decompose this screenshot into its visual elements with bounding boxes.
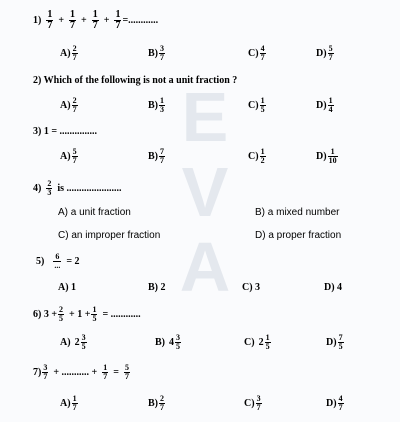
fraction: $\frac{1}{7}$: [47, 9, 53, 31]
fraction: $\frac{3}{7}$: [160, 44, 164, 62]
fraction: $\frac{1}{7}$: [72, 394, 77, 412]
option-b[interactable]: B) $\frac{1}{3}$: [148, 96, 164, 114]
option-a[interactable]: A) $\frac{5}{7}$: [60, 147, 77, 165]
fraction: $\frac{5}{7}$: [72, 147, 77, 165]
option-c[interactable]: C) $\frac{3}{7}$: [244, 394, 261, 412]
fraction: $\frac{7}{7}$: [160, 147, 164, 165]
question-number: 1): [33, 14, 42, 26]
plus-sign: +: [103, 14, 110, 26]
fraction: $\frac{1}{7}$: [115, 9, 121, 31]
option-d[interactable]: D) 4: [324, 282, 343, 293]
option-b[interactable]: B) $\frac{2}{7}$: [148, 394, 164, 412]
question-4: 4) $\frac{2}{3}$ is ......................: [33, 179, 122, 197]
option-b[interactable]: B) a mixed number: [255, 207, 340, 218]
option-c[interactable]: C) $\frac{4}{7}$: [248, 44, 265, 62]
option-a[interactable]: A) $\frac{2}{7}$: [60, 96, 77, 114]
fraction: $\frac{1}{10}$: [328, 147, 337, 165]
option-d[interactable]: D) $\frac{7}{5}$: [326, 333, 343, 351]
fraction: $\frac{2}{7}$: [72, 96, 77, 114]
option-a[interactable]: A) a unit fraction: [58, 207, 131, 218]
option-c[interactable]: C) $\frac{1}{2}$: [248, 147, 265, 165]
answer-blank: =............: [122, 14, 159, 26]
option-c[interactable]: C) $\frac{1}{5}$: [248, 96, 265, 114]
fraction: $\frac{1}{5}$: [265, 333, 270, 351]
question-3: 3) 1 = ...............: [33, 126, 98, 137]
fraction: $\frac{1}{3}$: [160, 96, 164, 114]
fraction: $\frac{3}{5}$: [176, 333, 180, 351]
option-d[interactable]: D) $\frac{1}{4}$: [316, 96, 333, 114]
fraction: $\frac{1}{5}$: [92, 305, 97, 323]
option-d[interactable]: D) $\frac{5}{7}$: [316, 44, 333, 62]
fraction: $\frac{3}{7}$: [256, 394, 261, 412]
option-d[interactable]: D) $\frac{1}{10}$: [316, 147, 337, 165]
fraction: $\frac{3}{7}$: [43, 363, 48, 381]
plus-sign: +: [81, 14, 87, 26]
fraction: $\frac{2}{3}$: [47, 179, 52, 197]
option-b[interactable]: B) $\frac{7}{7}$: [148, 147, 164, 165]
question-1: [33, 10, 158, 31]
fraction: $\frac{4}{7}$: [338, 394, 343, 412]
fraction: $\frac{4}{7}$: [260, 44, 265, 62]
question-5: 5) $\frac{6}{...}$ = 2: [36, 252, 80, 270]
fraction: $\frac{2}{7}$: [160, 394, 164, 412]
fraction: $\frac{6}{...}$: [54, 252, 61, 270]
option-d[interactable]: D) a proper fraction: [255, 230, 342, 241]
option-a[interactable]: A) 1: [58, 282, 77, 293]
question-2: 2) Which of the following is not a unit fraction ?: [33, 75, 238, 86]
option-b[interactable]: B) 2: [148, 282, 166, 293]
question-7: 7) $\frac{3}{7}$ + ........... + $\frac{1}{7}$ = $\frac{5}{7}$: [33, 363, 129, 381]
plus-sign: +: [58, 14, 65, 26]
fraction: $\frac{1}{7}$: [103, 363, 108, 381]
option-b[interactable]: B) $\frac{3}{7}$: [148, 44, 164, 62]
fraction: $\frac{1}{7}$: [70, 9, 76, 31]
option-a[interactable]: A) $\frac{1}{7}$: [60, 394, 77, 412]
fraction: $\frac{7}{5}$: [338, 333, 343, 351]
option-a[interactable]: A) $\frac{2}{7}$: [60, 44, 77, 62]
fraction: $\frac{1}{5}$: [260, 96, 265, 114]
fraction: $\frac{1}{2}$: [260, 147, 265, 165]
question-6: 6) 3 + $\frac{2}{5}$ + 1 + $\frac{1}{5}$ = ............: [33, 305, 141, 323]
option-d[interactable]: D) $\frac{4}{7}$: [326, 394, 343, 412]
background-watermark: E V A: [179, 78, 231, 306]
option-c[interactable]: C) 3: [242, 282, 261, 293]
fraction: $\frac{2}{5}$: [59, 305, 64, 323]
option-c[interactable]: C) an improper fraction: [58, 230, 161, 241]
fraction: $\frac{5}{7}$: [124, 363, 129, 381]
fraction: $\frac{2}{7}$: [72, 44, 77, 62]
option-b[interactable]: B) 4 $\frac{3}{5}$: [155, 333, 180, 351]
fraction: $\frac{3}{5}$: [81, 333, 86, 351]
fraction: $\frac{1}{7}$: [92, 9, 98, 31]
option-c[interactable]: C) 2 $\frac{1}{5}$: [244, 333, 270, 351]
fraction: $\frac{5}{7}$: [328, 44, 333, 62]
option-a[interactable]: A) 2 $\frac{3}{5}$: [60, 333, 86, 351]
fraction: $\frac{1}{4}$: [328, 96, 333, 114]
